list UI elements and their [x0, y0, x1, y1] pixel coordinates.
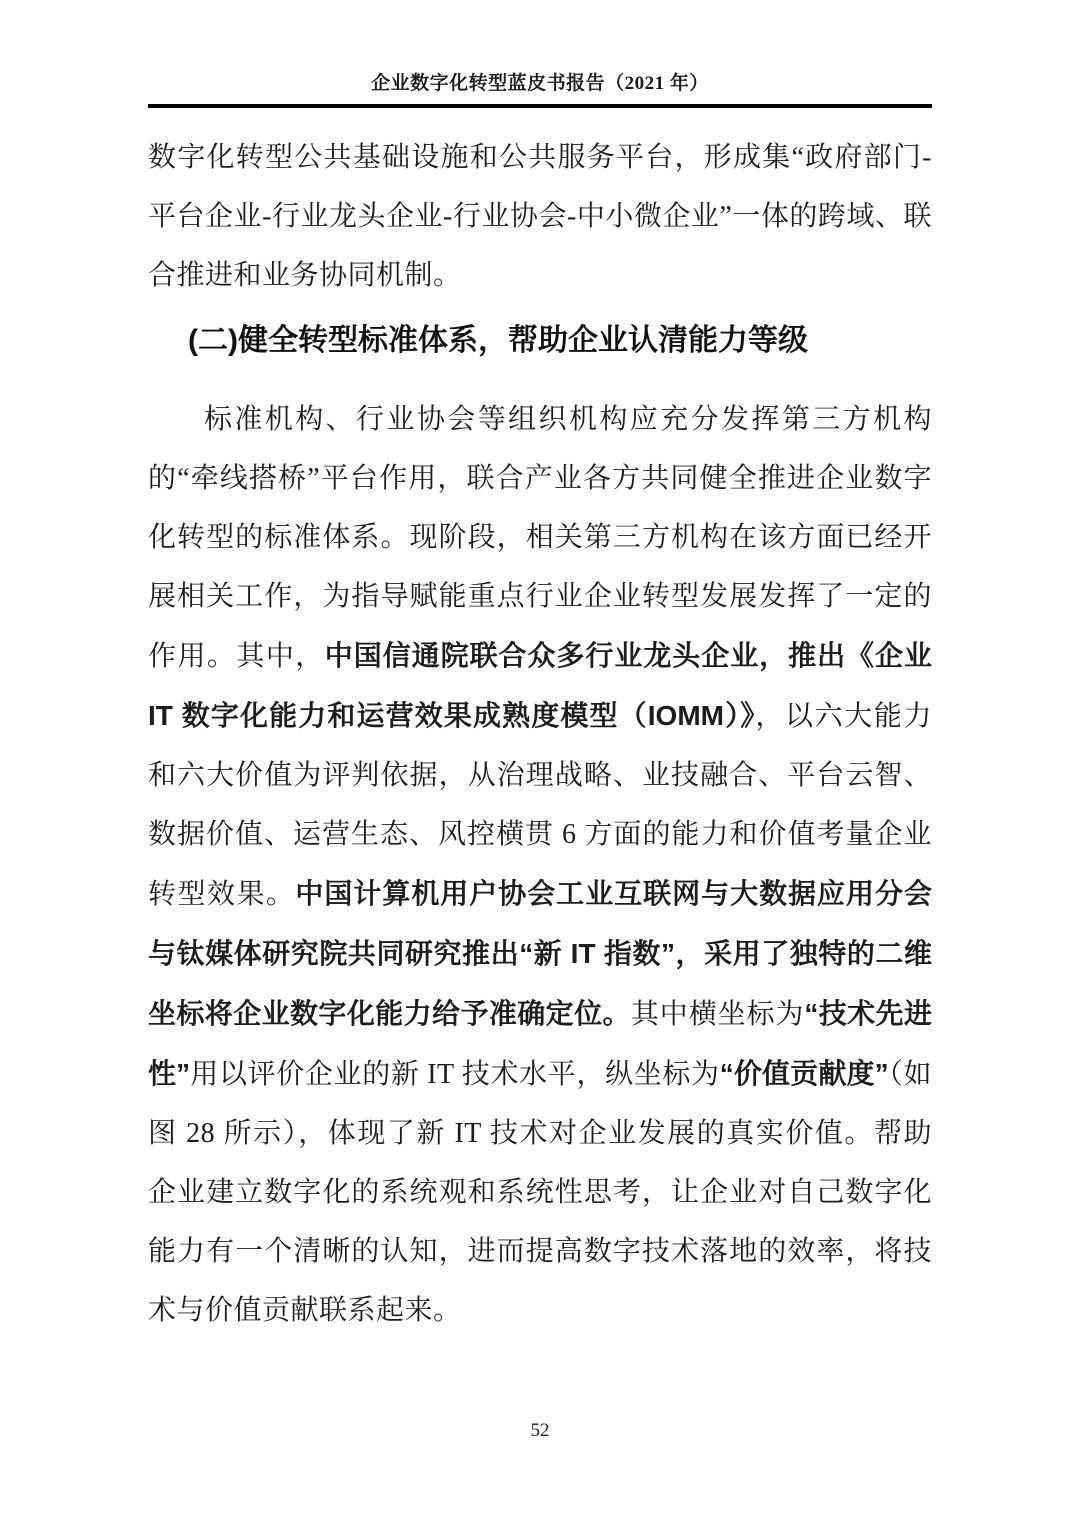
- page-header: [148, 72, 932, 108]
- text-run: ，以六大能力和六大价值为评判依据，从治理战略、业技融合、平台云智、数据价值、运营生态、风控横贯 6 方面的能力和价值考量企业转型效果。: [148, 701, 932, 910]
- bold-text-run: “价值贡献度”: [719, 1058, 889, 1089]
- bold-text-run: (二)健全转型标准体系，帮助企业认清能力等级: [188, 324, 808, 357]
- text-run: 标准机构、行业协会等组织机构应充分发挥第三方机构的“牵线搭桥”平台作用，联合产业各方共同健全推进企业数字化转型的标准体系。现阶段，相关第三方机构在该方面已经开展相关工作，为指导赋能重点行业企业转型发展发挥了一定的作用。其中，: [148, 404, 932, 672]
- page-footer: [0, 1420, 1080, 1442]
- text-run: 数字化转型公共基础设施和公共服务平台，形成集“政府部门-平台企业-行业龙头企业-行业协会-中小微企业”一体的跨域、联合推进和业务协同机制。: [148, 142, 932, 291]
- text-run: 其中横坐标为: [630, 999, 805, 1030]
- paragraph: [148, 390, 932, 1340]
- text-run: （如图 28 所示），体现了新 IT 技术对企业发展的真实价值。帮助企业建立数字化的系统观和系统性思考，让企业对自己数字化能力有一个清晰的认知，进而提高数字技术落地的效率，将技术与价值贡献联系起来。: [148, 1059, 932, 1326]
- section-heading: [148, 311, 932, 370]
- bold-text-run: 中国计算机用户协会工业互联网与大数据应用分会与钛媒体研究院共同研究推出“新 IT 指数”，采用了独特的二维坐标将企业数字化能力给予准确定位。: [148, 878, 932, 1029]
- page-number: 52: [530, 1420, 550, 1441]
- header-title: 企业数字化转型蓝皮书报告（2021 年）: [371, 73, 709, 94]
- bold-text-run: “技术先进性”: [148, 998, 932, 1089]
- text-run: 用以评价企业的新 IT 技术水平，纵坐标为: [190, 1059, 720, 1090]
- bold-text-run: 中国信通院联合众多行业龙头企业，推出《企业 IT 数字化能力和运营效果成熟度模型（IOMM）》: [148, 640, 932, 731]
- paragraph: [148, 128, 932, 305]
- document-content: [148, 108, 932, 1340]
